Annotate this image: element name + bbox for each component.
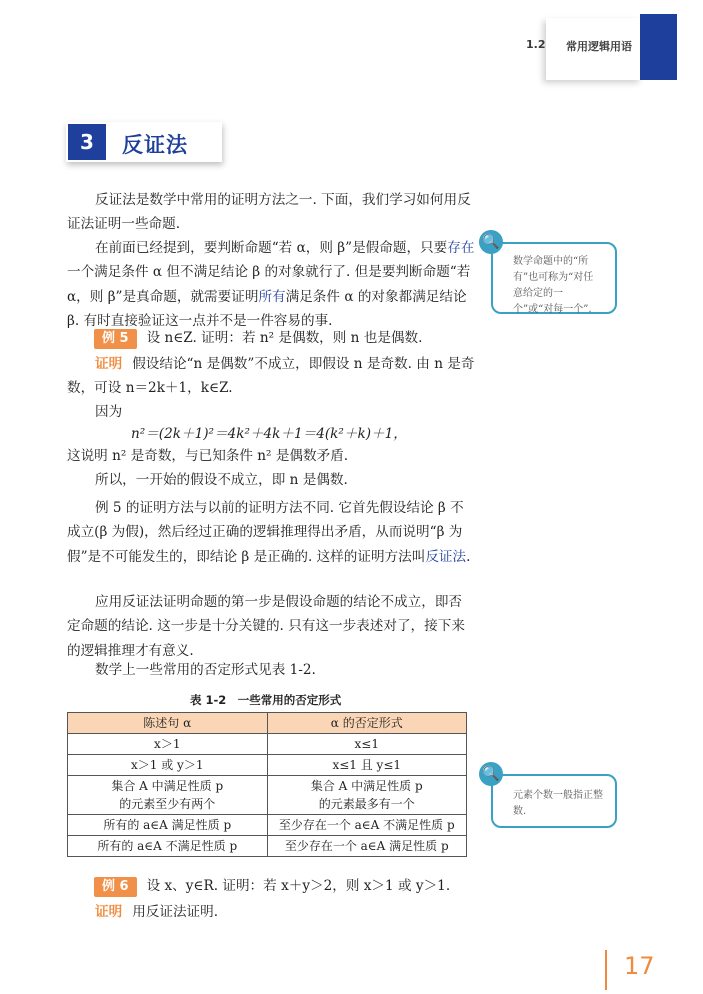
table-header-cell: 陈述句 α bbox=[68, 713, 268, 734]
table-cell: x＞1 或 y＞1 bbox=[68, 755, 268, 776]
table-cell: 至少存在一个 a∈A 满足性质 p bbox=[267, 836, 467, 857]
table-row bbox=[68, 755, 467, 776]
intro-paragraph: 反证法是数学中常用的证明方法之一. 下面，我们学习如何用反证法证明一些命题. bbox=[67, 192, 471, 233]
table-header-row bbox=[68, 713, 467, 734]
discussion-paragraph-2: 应用反证法证明命题的第一步是假设命题的结论不成立，即否定命题的结论. 这一步是十分关键的. 只有这一步表述对了，接下来的逻辑推理才有意义. bbox=[67, 594, 465, 659]
table-row bbox=[68, 815, 467, 836]
keyword-all: 所有 bbox=[258, 288, 286, 305]
header-color-strip bbox=[640, 14, 677, 80]
table-cell: 所有的 a∈A 不满足性质 p bbox=[68, 836, 268, 857]
example-5-statement: 设 n∈Z. 证明：若 n² 是偶数，则 n 也是偶数. bbox=[146, 330, 423, 346]
proof-label: 证明 bbox=[95, 904, 123, 920]
section-title: 反证法 bbox=[122, 133, 188, 157]
example-6 bbox=[94, 874, 474, 898]
table-cell: x≤1 bbox=[267, 734, 467, 755]
side-note-1-text: 数学命题中的“所有”也可称为“对任意给定的一个”或“对每一个”. bbox=[513, 256, 594, 315]
table-row bbox=[68, 776, 467, 815]
keyword-proof-by-contradiction: 反证法 bbox=[425, 548, 467, 565]
magnifier-icon: 🔍 bbox=[479, 762, 503, 786]
paragraph-2: 在前面已经提到，要判断命题“若 α，则 β”是假命题，只要存在一个满足条件 α 但不满足结论 β 的对象就行了. 但是要判断命题“若 α，则 β”是真命题，就需要证明所有满足条件 α 的对象都满足结论 β. 有时直接验证这一点并不是一件容易的事. bbox=[67, 240, 475, 330]
table-cell: 所有的 a∈A 满足性质 p bbox=[68, 815, 268, 836]
section-number: 3 bbox=[68, 124, 106, 160]
header-section-number: 1.2 bbox=[526, 38, 546, 51]
side-note-2-text: 元素个数一般指正整数. bbox=[513, 790, 603, 817]
header-section-title: 常用逻辑用语 bbox=[566, 40, 632, 53]
table-row bbox=[68, 836, 467, 857]
formula: n²＝(2k＋1)²＝4k²＋4k＋1＝4(k²＋k)＋1， bbox=[131, 426, 407, 442]
table-cell: 集合 A 中满足性质 p 的元素至少有两个 bbox=[68, 776, 268, 815]
conclusion-line: 所以，一开始的假设不成立，即 n 是偶数. bbox=[95, 472, 348, 488]
page-number: 17 bbox=[624, 952, 655, 980]
example-5 bbox=[94, 326, 474, 350]
contradiction-line: 这说明 n² 是奇数，与已知条件 n² 是偶数矛盾. bbox=[67, 448, 349, 464]
example-6-proof: 证明 用反证法证明. bbox=[95, 904, 219, 920]
table-header-cell: α 的否定形式 bbox=[267, 713, 467, 734]
example-6-label: 例 6 bbox=[94, 877, 137, 897]
keyword-exist: 存在 bbox=[447, 240, 475, 256]
proof-label: 证明 bbox=[95, 356, 123, 372]
table-cell: 集合 A 中满足性质 p 的元素最多有一个 bbox=[267, 776, 467, 815]
magnifier-icon: 🔍 bbox=[479, 230, 503, 254]
because-line: 因为 bbox=[95, 404, 123, 420]
table-cell: x≤1 且 y≤1 bbox=[267, 755, 467, 776]
side-note-1 bbox=[482, 234, 617, 315]
discussion-paragraph: 例 5 的证明方法与以前的证明方法不同. 它首先假设结论 β 不成立(β 为假)，然后经过正确的逻辑推理得出矛盾，从而说明“β 为假”是不可能发生的，即结论 β 是正确的. 这样的证明方法叫反证法. bbox=[67, 500, 471, 565]
table-intro: 数学上一些常用的否定形式见表 1-2. bbox=[95, 662, 316, 678]
page-number-divider bbox=[605, 950, 607, 990]
table-cell: 至少存在一个 a∈A 不满足性质 p bbox=[267, 815, 467, 836]
table-row bbox=[68, 734, 467, 755]
side-note-2 bbox=[482, 766, 617, 828]
example-5-proof: 证明 假设结论“n 是偶数”不成立，即假设 n 是奇数. 由 n 是奇数，可设 n＝2k＋1，k∈Z. bbox=[67, 356, 475, 397]
table-caption: 表 1-2 一些常用的否定形式 bbox=[190, 693, 342, 707]
example-5-label: 例 5 bbox=[94, 329, 137, 349]
example-6-statement: 设 x、y∈R. 证明：若 x＋y＞2，则 x＞1 或 y＞1. bbox=[146, 878, 451, 894]
negation-table bbox=[67, 712, 467, 857]
table-cell: x＞1 bbox=[68, 734, 268, 755]
